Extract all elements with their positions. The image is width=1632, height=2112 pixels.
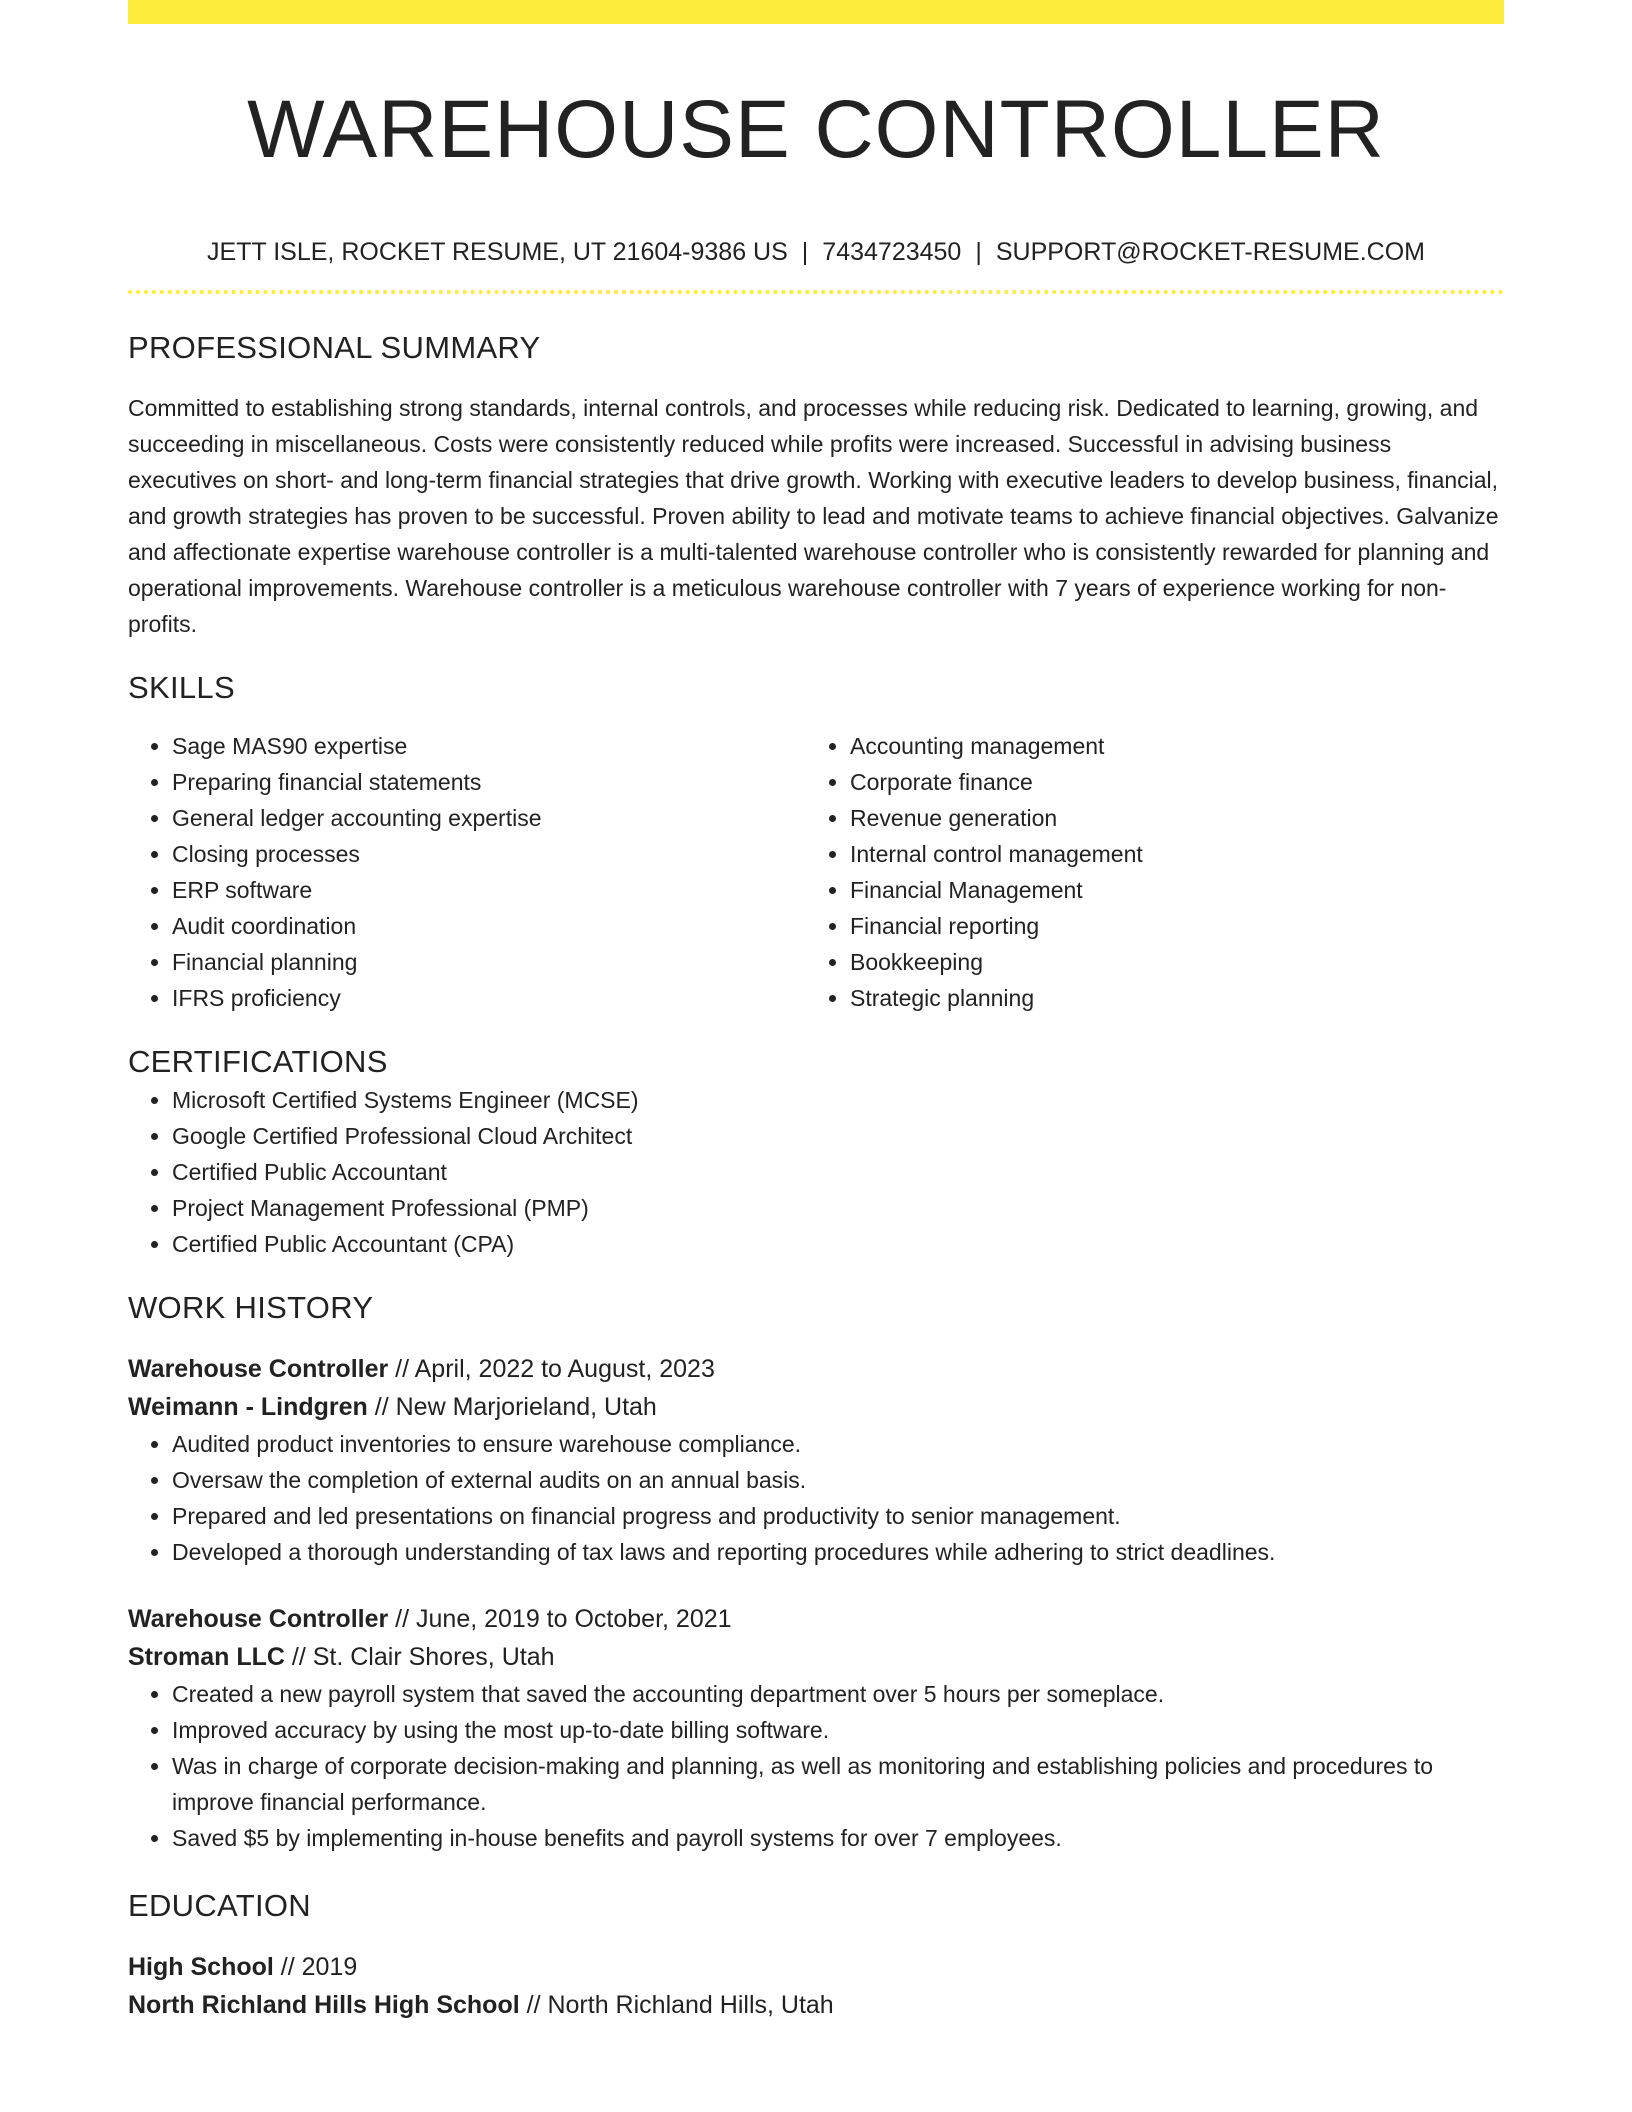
- job-dates: // June, 2019 to October, 2021: [395, 1605, 732, 1633]
- skills-columns: [128, 728, 1504, 1016]
- job-location: // New Marjorieland, Utah: [374, 1393, 657, 1421]
- education-heading: EDUCATION: [128, 1888, 311, 1923]
- certification-item: • Project Management Professional (PMP): [172, 1190, 1504, 1226]
- summary-text: Committed to establishing strong standards, internal controls, and processes while reducing risk. Dedicated to learning, growing, and succeeding in miscellaneous. Costs were consistently reduced while profits were increased. Successful in advising business executives on short- and long-term financial strategies that drive growth. Working with executive leaders to develop business, financial, and growth strategies has proven to be successful. Proven ability to lead and motivate teams to achieve financial objectives. Galvanize and affectionate expertise warehouse controller is a multi-talented warehouse controller who is consistently rewarded for planning and operational improvements. Warehouse controller is a meticulous warehouse controller with 7 years of experience working for non-profits.: [128, 395, 1499, 637]
- certifications-list: [128, 1082, 1504, 1262]
- contact-phone: 7434723450: [822, 238, 962, 266]
- skill-item: • Sage MAS90 expertise: [172, 728, 806, 764]
- job-bullet: • Improved accuracy by using the most up-to-date billing software.: [172, 1712, 1504, 1748]
- contact-line: [128, 236, 1504, 268]
- job-company: Weimann - Lindgren: [128, 1393, 368, 1421]
- skill-item: • Internal control management: [850, 836, 1484, 872]
- skill-item: • General ledger accounting expertise: [172, 800, 806, 836]
- work-history-heading: WORK HISTORY: [128, 1290, 374, 1325]
- job-role: Warehouse Controller: [128, 1605, 389, 1633]
- skill-item: • Preparing financial statements: [172, 764, 806, 800]
- job-company-line: [128, 1388, 1504, 1426]
- skill-item: • Corporate finance: [850, 764, 1484, 800]
- skill-item: • Financial Management: [850, 872, 1484, 908]
- skill-item: • Closing processes: [172, 836, 806, 872]
- job-entry: [128, 1600, 1504, 1856]
- skill-item: • Bookkeeping: [850, 944, 1484, 980]
- certifications-heading: CERTIFICATIONS: [128, 1044, 388, 1079]
- resume-page: [128, 0, 1504, 2024]
- job-entry: [128, 1350, 1504, 1570]
- skill-item: • ERP software: [172, 872, 806, 908]
- education-year: // 2019: [280, 1953, 358, 1981]
- contact-email: SUPPORT@ROCKET-RESUME.COM: [995, 238, 1425, 266]
- contact-separator: |: [975, 238, 982, 266]
- job-bullet: • Prepared and led presentations on financial progress and productivity to senior management.: [172, 1498, 1504, 1534]
- skill-item: • Revenue generation: [850, 800, 1484, 836]
- resume-title: WAREHOUSE CONTROLLER: [247, 84, 1385, 175]
- job-bullets: [128, 1426, 1504, 1570]
- education-degree-line: [128, 1948, 1504, 1986]
- job-bullet: • Oversaw the completion of external audits on an annual basis.: [172, 1462, 1504, 1498]
- skill-item: • Financial reporting: [850, 908, 1484, 944]
- job-location: // St. Clair Shores, Utah: [291, 1643, 555, 1671]
- job-bullet: • Developed a thorough understanding of tax laws and reporting procedures while adhering to strict deadlines.: [172, 1534, 1504, 1570]
- job-role: Warehouse Controller: [128, 1355, 389, 1383]
- job-company: Stroman LLC: [128, 1643, 285, 1671]
- job-bullet: • Was in charge of corporate decision-making and planning, as well as monitoring and establishing policies and procedures to improve financial performance.: [172, 1748, 1504, 1820]
- skills-right-list: [806, 728, 1484, 1016]
- certification-item: • Certified Public Accountant (CPA): [172, 1226, 1504, 1262]
- job-company-line: [128, 1638, 1504, 1676]
- education-school-line: [128, 1986, 1504, 2024]
- summary-heading: PROFESSIONAL SUMMARY: [128, 330, 541, 365]
- certification-item: • Google Certified Professional Cloud Architect: [172, 1118, 1504, 1154]
- skill-item: • Audit coordination: [172, 908, 806, 944]
- job-role-line: [128, 1600, 1504, 1638]
- skill-item: • Strategic planning: [850, 980, 1484, 1016]
- job-role-line: [128, 1350, 1504, 1388]
- skills-heading: SKILLS: [128, 670, 235, 705]
- skill-item: • IFRS proficiency: [172, 980, 806, 1016]
- job-bullet: • Audited product inventories to ensure warehouse compliance.: [172, 1426, 1504, 1462]
- certification-item: • Certified Public Accountant: [172, 1154, 1504, 1190]
- contact-address: JETT ISLE, ROCKET RESUME, UT 21604-9386 US: [207, 238, 788, 266]
- education-school: North Richland Hills High School: [128, 1991, 520, 2019]
- certification-item: • Microsoft Certified Systems Engineer (MCSE): [172, 1082, 1504, 1118]
- skill-item: • Accounting management: [850, 728, 1484, 764]
- job-bullet: • Created a new payroll system that saved the accounting department over 5 hours per someplace.: [172, 1676, 1504, 1712]
- contact-separator: |: [801, 238, 809, 266]
- job-bullets: [128, 1676, 1504, 1856]
- job-bullet: • Saved $5 by implementing in-house benefits and payroll systems for over 7 employees.: [172, 1820, 1504, 1856]
- job-dates: // April, 2022 to August, 2023: [395, 1355, 715, 1383]
- education-entry: [128, 1948, 1504, 2024]
- skill-item: • Financial planning: [172, 944, 806, 980]
- dotted-divider: [128, 290, 1504, 294]
- education-degree: High School: [128, 1953, 274, 1981]
- skills-left-list: [128, 728, 806, 1016]
- education-location: // North Richland Hills, Utah: [526, 1991, 834, 2019]
